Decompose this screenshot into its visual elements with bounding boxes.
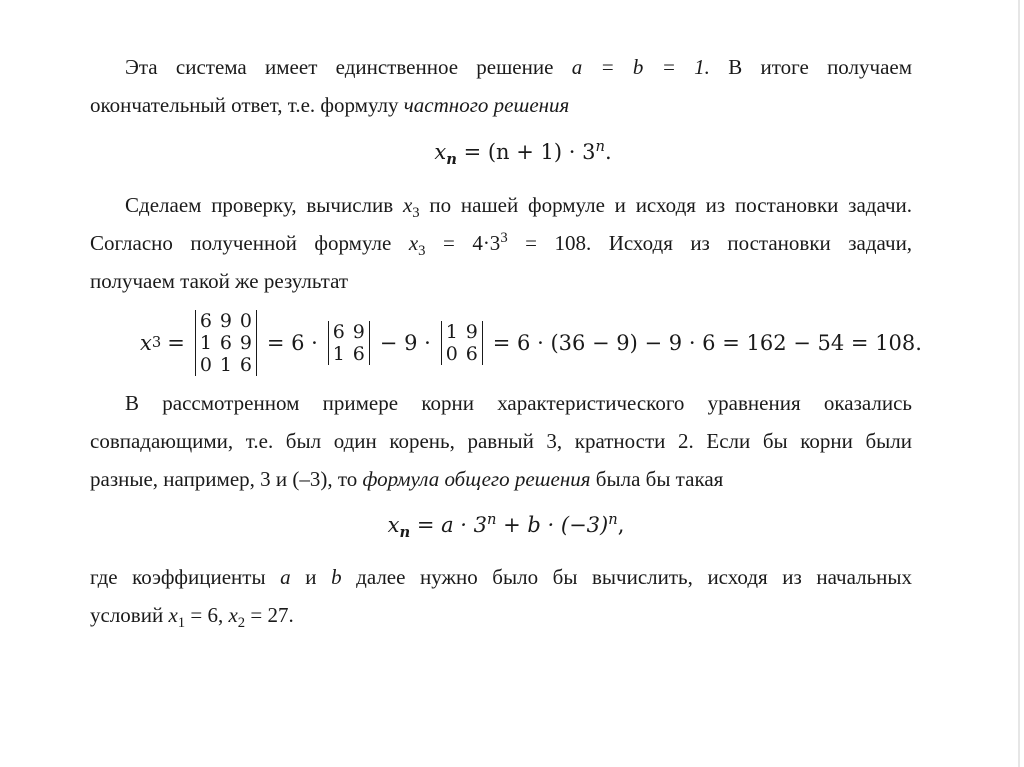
text: где коэффициенты: [90, 565, 266, 589]
superscript: n: [608, 510, 618, 528]
cell: 1: [199, 332, 212, 354]
equals: =: [167, 331, 185, 355]
text: Исходя из постановки задачи,: [608, 231, 913, 255]
paragraph-1-line-2: [90, 92, 912, 118]
var: x: [408, 231, 419, 255]
text: Эта система имеет единственное решение: [125, 55, 554, 79]
term: = 6 · (36 − 9) − 9 · 6 = 162 − 54 = 108.: [492, 331, 922, 355]
subscript: n: [399, 524, 411, 542]
text: окончательный ответ, т.е. формулу: [90, 93, 399, 117]
matrix-2x2-a: [328, 321, 370, 365]
rhs: + b · (−3): [496, 513, 609, 537]
cell: 0: [445, 343, 458, 365]
cell: 9: [352, 321, 365, 343]
text: = 4·3: [443, 231, 501, 255]
var: x: [140, 331, 152, 355]
punct: .: [604, 140, 612, 164]
superscript: 3: [500, 229, 508, 246]
var: x: [228, 603, 238, 627]
paragraph-2-line-1: [90, 192, 913, 222]
cell: 6: [352, 343, 365, 365]
var: a: [280, 565, 291, 589]
paragraph-3-line-2: [90, 428, 912, 454]
term: − 9 ·: [379, 331, 431, 355]
paragraph-1-line-1: [90, 54, 912, 80]
cell: 0: [239, 310, 252, 332]
equation-general-solution: [95, 510, 917, 542]
cell: 9: [465, 321, 478, 343]
text: по нашей формуле и исходя из постановки задачи.: [429, 193, 913, 217]
text: = 108.: [525, 231, 592, 255]
text: была бы такая: [595, 467, 724, 491]
cell: 6: [465, 343, 478, 365]
subscript: 2: [237, 615, 246, 632]
inline-equation: a = b = 1.: [571, 55, 710, 79]
cell: 6: [199, 310, 212, 332]
text: далее нужно было бы вычислить, исходя из начальных: [356, 565, 913, 589]
superscript: n: [487, 510, 497, 528]
paragraph-3-line-3: [90, 466, 912, 492]
cell: 9: [219, 310, 232, 332]
matrix-3x3: [195, 310, 257, 376]
italic-term: частного решения: [403, 93, 570, 117]
cell: 1: [445, 321, 458, 343]
text: и: [305, 565, 317, 589]
equation-determinant: x 3 = 6 9 0 1 6 9 0 1 6 = 6 · 6 9 1 6 − 9 · 1 9 0 6 = 6 · (36 − 9) − 9 · 6 = 162 − 54 = 108.: [140, 305, 928, 381]
rhs: = a · 3: [416, 513, 487, 537]
text: Сделаем проверку, вычислив: [125, 193, 394, 217]
rhs: = (n + 1) · 3: [463, 140, 596, 164]
text: получаем такой же результат: [90, 269, 349, 293]
cell: 1: [219, 354, 232, 376]
subscript: 3: [418, 243, 426, 260]
text: = 27.: [250, 603, 294, 627]
equation-particular-solution: [112, 137, 934, 169]
italic-term: формула общего решения: [362, 467, 591, 491]
cell: 6: [219, 332, 232, 354]
cell: 0: [199, 354, 212, 376]
matrix-2x2-b: [441, 321, 483, 365]
text: В итоге получаем: [728, 55, 912, 79]
superscript: n: [595, 137, 605, 155]
paragraph-2-line-3: [90, 268, 912, 294]
text: = 6,: [190, 603, 224, 627]
subscript: 1: [177, 615, 186, 632]
paragraph-4-line-1: [90, 564, 912, 590]
text: В рассмотренном примере корни характеристического уравнения оказались: [125, 391, 912, 415]
text: условий: [90, 603, 164, 627]
var: x: [402, 193, 413, 217]
cell: 1: [332, 343, 345, 365]
var: x: [387, 513, 400, 537]
var: x: [168, 603, 178, 627]
cell: 9: [239, 332, 252, 354]
cell: 6: [239, 354, 252, 376]
subscript: 3: [412, 205, 420, 222]
punct: ,: [617, 513, 625, 537]
text: Согласно полученной формуле: [90, 231, 392, 255]
text: разные, например, 3 и (–3), то: [90, 467, 358, 491]
var: b: [331, 565, 342, 589]
paragraph-4-line-2: [90, 602, 912, 632]
term: = 6 ·: [266, 331, 318, 355]
paragraph-2-line-2: [90, 229, 913, 260]
var: x: [434, 140, 447, 164]
text: совпадающими, т.е. был один корень, равный 3, кратности 2. Если бы корни были: [90, 429, 912, 453]
cell: 6: [332, 321, 345, 343]
subscript: n: [446, 151, 457, 169]
paragraph-3-line-1: [90, 390, 912, 416]
